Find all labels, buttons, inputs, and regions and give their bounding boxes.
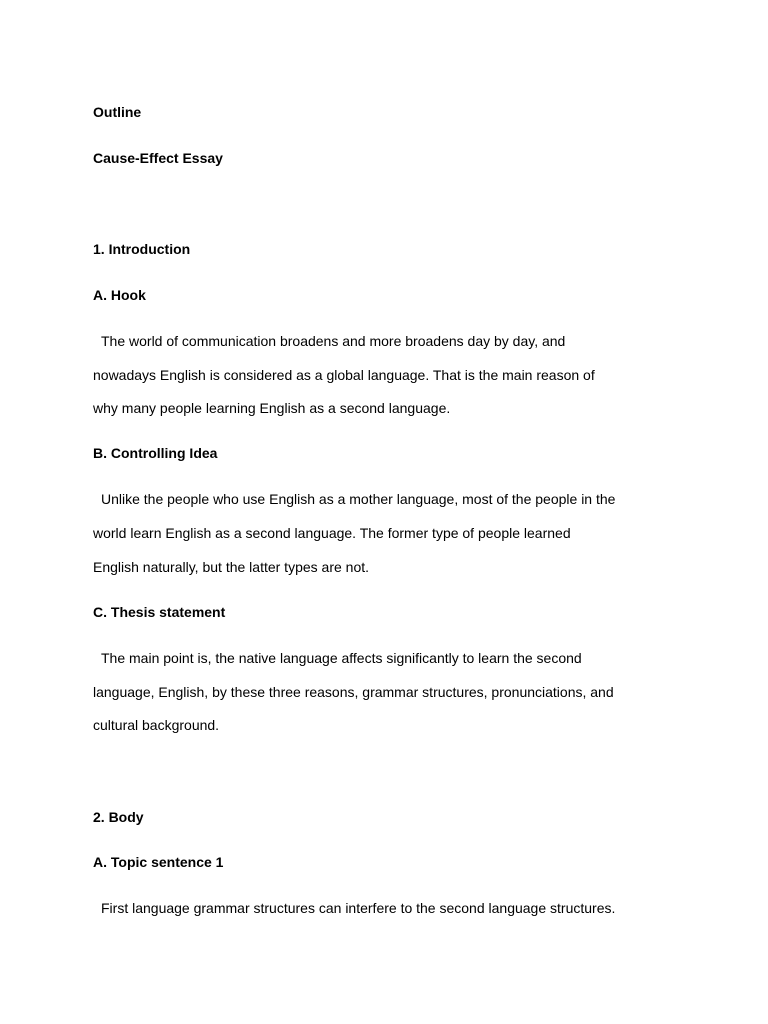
- section-heading-body: 2. Body: [93, 809, 144, 825]
- paragraph-line: nowadays English is considered as a global language. That is the main reason of: [93, 367, 595, 383]
- paragraph-line: cultural background.: [93, 717, 220, 733]
- paragraph-line: English naturally, but the latter types are not.: [93, 559, 370, 575]
- document-subtitle: Cause-Effect Essay: [93, 150, 223, 166]
- subheading-hook: A. Hook: [93, 287, 146, 303]
- document-title: Outline: [93, 104, 142, 120]
- paragraph-line: language, English, by these three reasons, grammar structures, pronunciations, and: [93, 684, 614, 700]
- paragraph-line: The world of communication broadens and more broadens day by day, and: [101, 333, 566, 349]
- paragraph-line: Unlike the people who use English as a mother language, most of the people in the: [101, 491, 616, 507]
- paragraph-line: First language grammar structures can interfere to the second language structures.: [101, 900, 616, 916]
- paragraph-line: why many people learning English as a second language.: [93, 400, 451, 416]
- subheading-controlling-idea: B. Controlling Idea: [93, 445, 218, 461]
- section-heading-introduction: 1. Introduction: [93, 241, 191, 257]
- paragraph-line: world learn English as a second language. The former type of people learned: [93, 525, 571, 541]
- subheading-topic-sentence-1: A. Topic sentence 1: [93, 854, 224, 870]
- paragraph-line: The main point is, the native language affects significantly to learn the second: [101, 650, 582, 666]
- subheading-thesis-statement: C. Thesis statement: [93, 604, 226, 620]
